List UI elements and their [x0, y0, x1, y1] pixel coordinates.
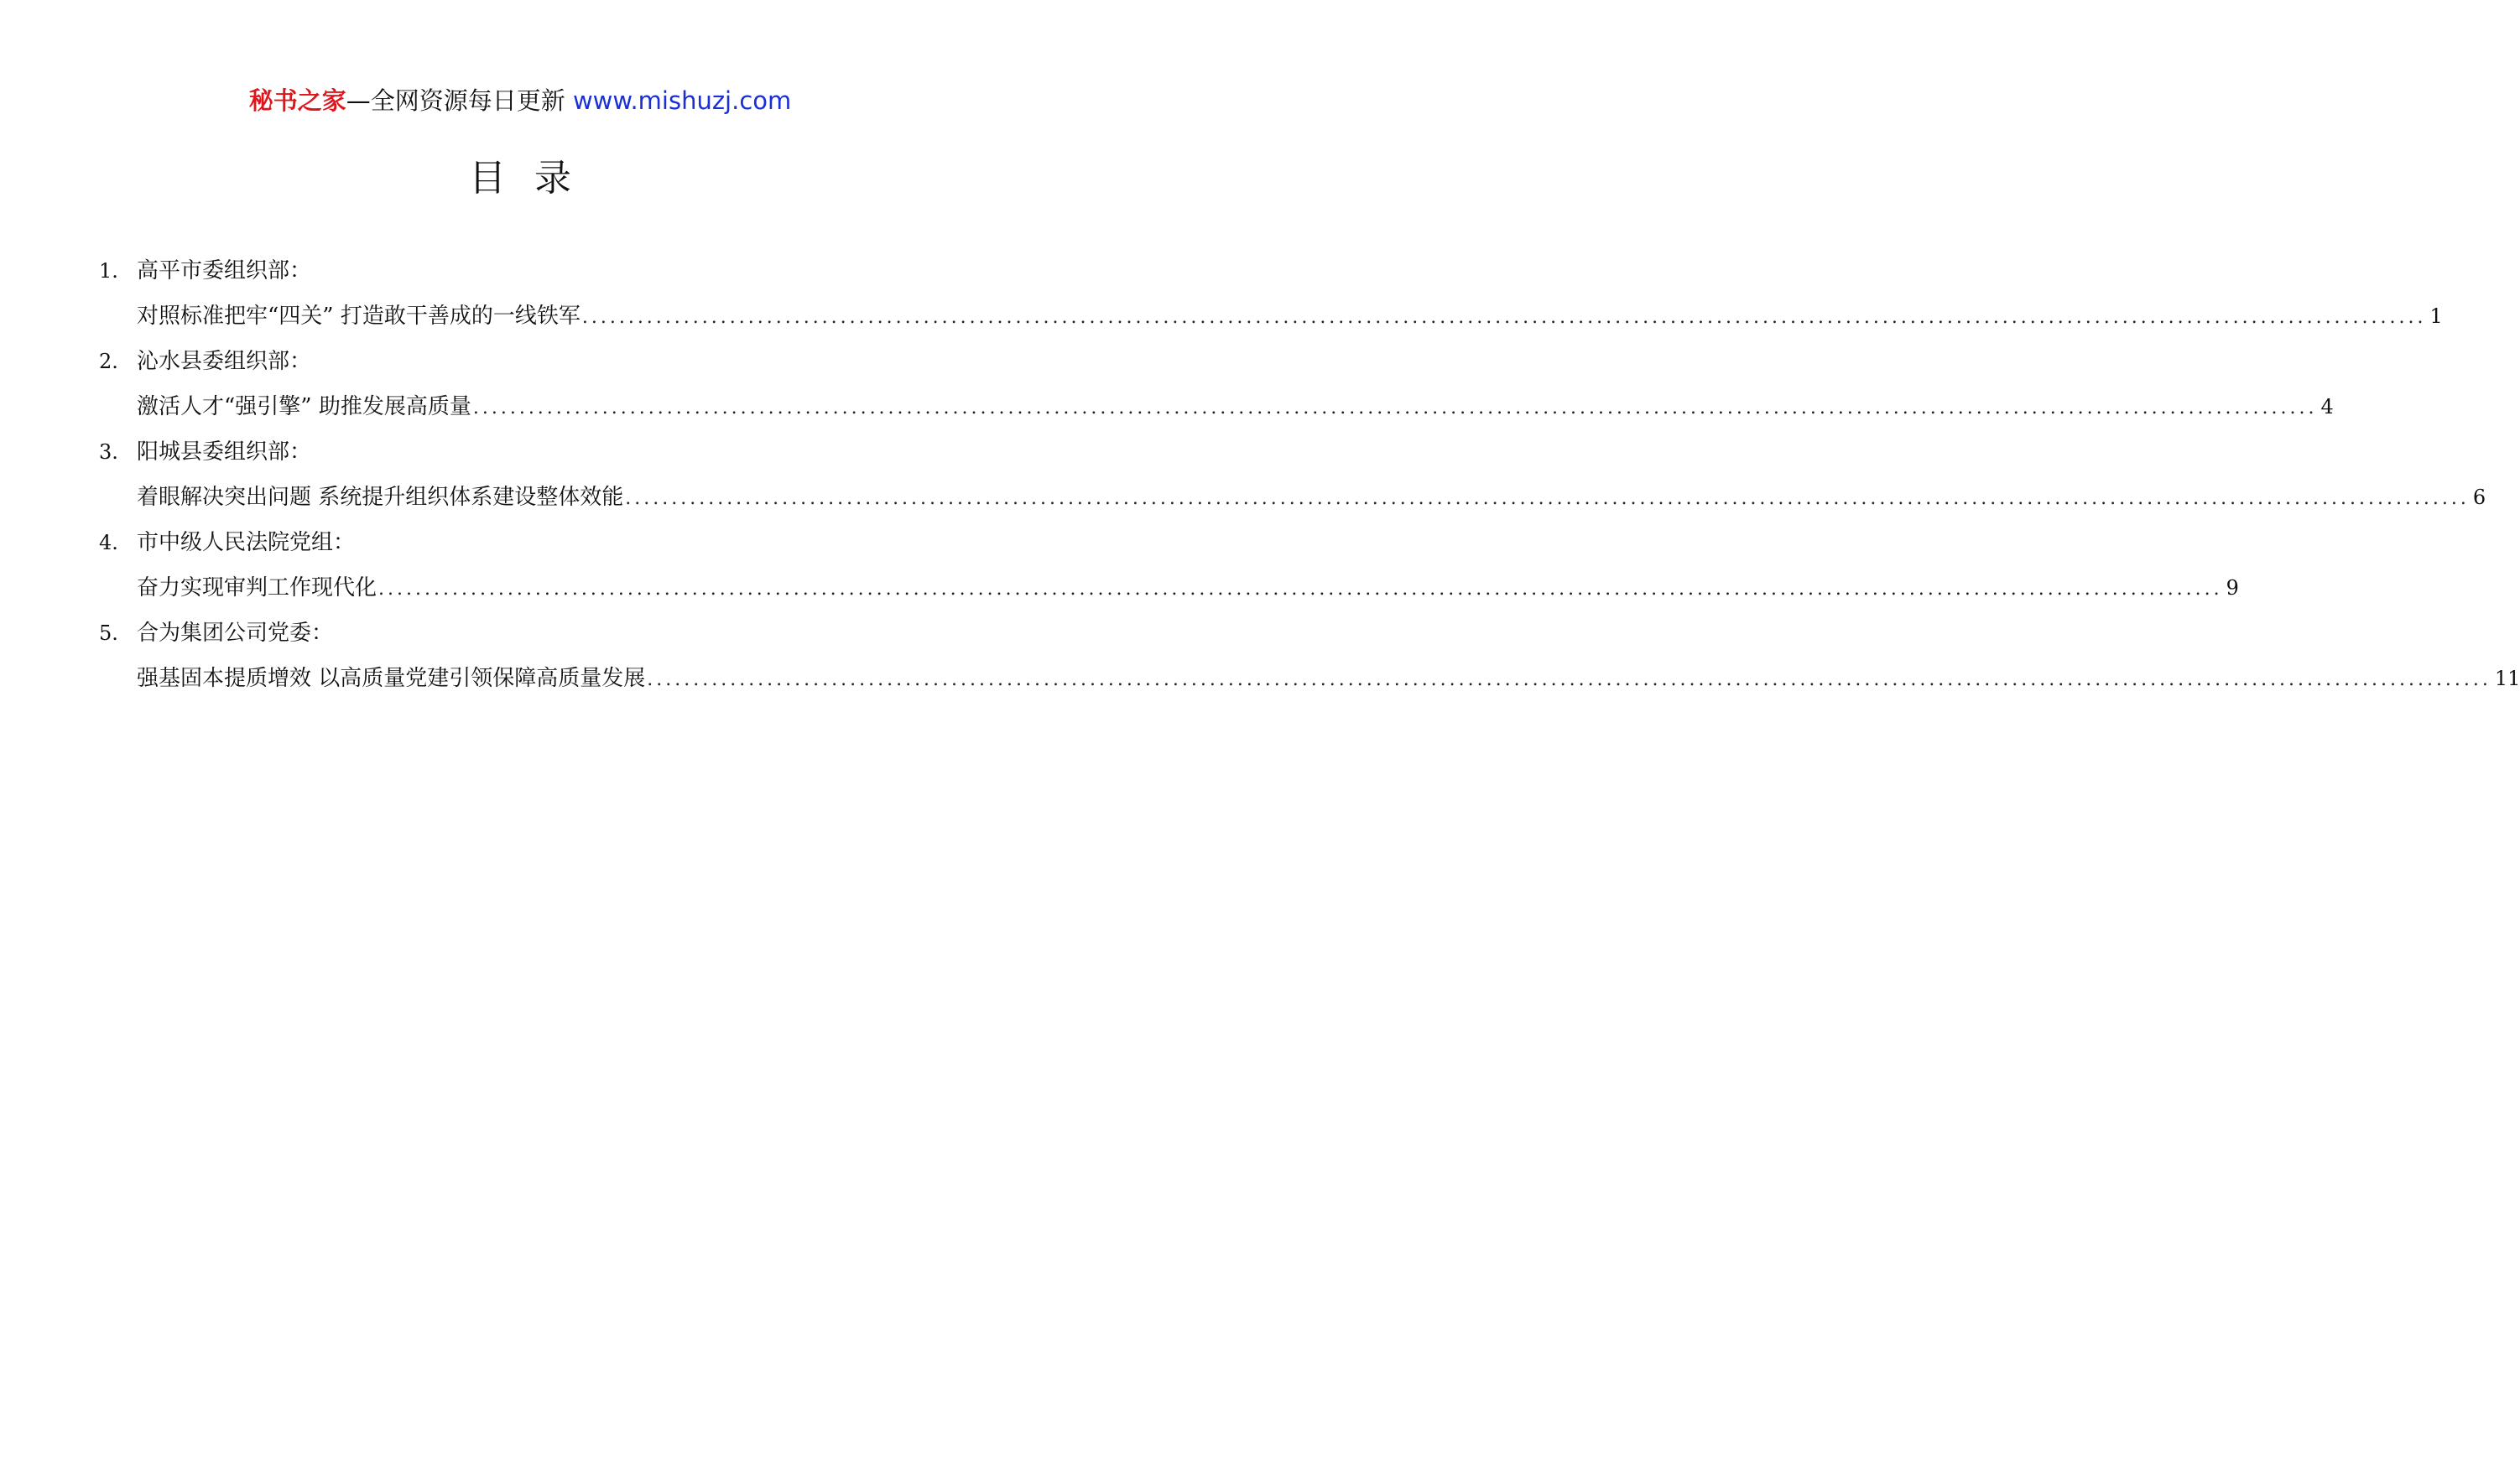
toc-entry-number: 2. [99, 350, 118, 373]
brand-name: 秘书之家 [248, 86, 346, 115]
toc-entry-article: 对照标准把牢“四关” 打造敢干善成的一线铁军 [137, 304, 581, 329]
toc-entry-org: 高平市委组织部： [137, 258, 312, 283]
toc-entry-article-line[interactable] [137, 384, 2334, 429]
toc-entry-number: 1. [99, 259, 118, 283]
toc-entry[interactable] [0, 520, 2239, 611]
toc-entry-page: 9 [2226, 576, 2239, 600]
toc-entry-article-line[interactable] [137, 475, 2486, 520]
site-header [0, 84, 1040, 117]
dot-leader: ........................................................................................................................................................................................................ [581, 307, 2427, 328]
toc-entry-page: 6 [2472, 486, 2486, 509]
toc-entry-article: 强基固本提质增效 以高质量党建引领保障高质量发展 [137, 666, 646, 691]
toc-entry-org: 阳城县委组织部： [137, 439, 312, 465]
toc-entry[interactable] [0, 611, 2520, 701]
toc-entry[interactable] [0, 339, 2334, 429]
toc-entry-org: 市中级人民法院党组： [137, 530, 356, 555]
dot-leader: ........................................................................................................................................................................................................ [472, 398, 2318, 418]
toc-entry-article: 激活人才“强引擎” 助推发展高质量 [137, 394, 471, 419]
toc-entry[interactable] [0, 248, 2443, 339]
toc-entry-number: 5. [99, 621, 118, 645]
table-of-contents [0, 248, 2520, 701]
toc-entry-article: 着眼解决突出问题 系统提升组织体系建设整体效能 [137, 485, 624, 510]
toc-entry-article: 奋力实现审判工作现代化 [137, 575, 377, 600]
toc-entry-number: 4. [99, 531, 118, 554]
toc-entry-page: 11 [2494, 667, 2520, 690]
toc-entry-article-line[interactable] [137, 656, 2520, 701]
toc-entry-org: 合为集团公司党委： [137, 621, 334, 646]
toc-entry-number: 3. [99, 440, 118, 464]
dot-leader: ........................................................................................................................................................................................................ [647, 669, 2491, 690]
dot-leader: ........................................................................................................................................................................................................ [625, 488, 2470, 509]
page-title: 目录 [469, 157, 600, 200]
toc-entry-article-line[interactable] [137, 294, 2443, 339]
header-url[interactable]: www.mishuzj.com [572, 86, 792, 115]
dot-leader: ........................................................................................................................................................................................................ [378, 579, 2223, 600]
toc-entry-article-line[interactable] [137, 565, 2239, 611]
toc-entry-page: 1 [2429, 304, 2443, 328]
header-slogan: —全网资源每日更新 [346, 86, 565, 115]
toc-entry-org: 沁水县委组织部： [137, 349, 312, 374]
toc-entry[interactable] [0, 429, 2486, 520]
toc-entry-page: 4 [2320, 395, 2334, 418]
